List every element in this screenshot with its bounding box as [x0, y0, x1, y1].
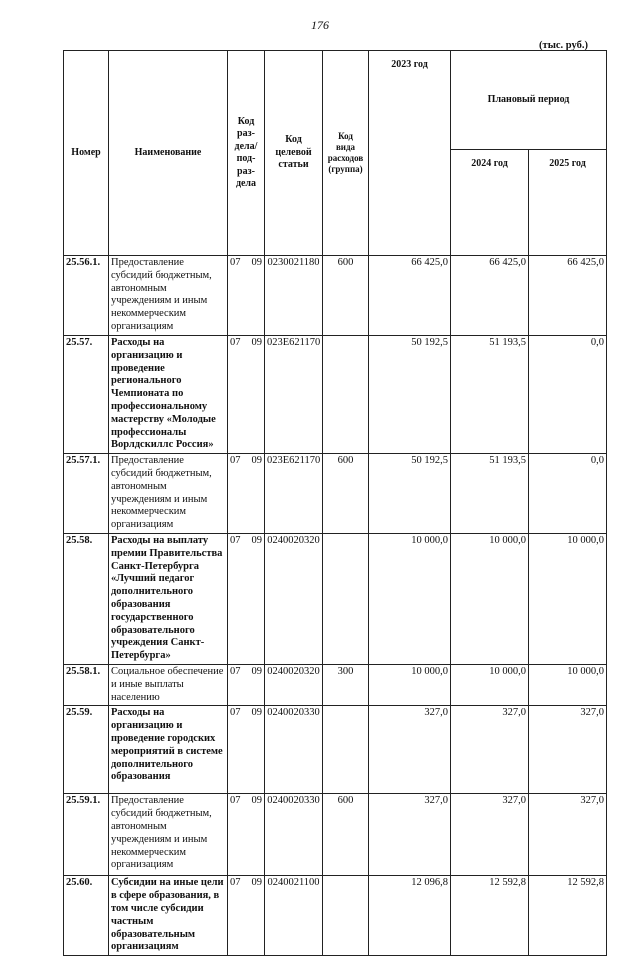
row-target: 0240020330	[265, 706, 323, 794]
row-group	[323, 706, 369, 794]
table-row	[64, 256, 607, 336]
row-target: 023E621170	[265, 454, 323, 534]
row-section	[228, 336, 265, 454]
page-number: 176	[311, 18, 329, 32]
row-subsection-code: 09	[251, 534, 262, 546]
row-2023: 66 425,0	[369, 256, 451, 336]
row-subsection-code: 09	[251, 877, 262, 889]
row-section	[228, 876, 265, 956]
row-section-code: 07	[230, 337, 241, 348]
row-name: Социальное обеспечение и иные выплаты населению	[109, 664, 228, 705]
row-section-code: 07	[230, 877, 241, 889]
row-section-code: 07	[230, 257, 241, 268]
row-subsection-code: 09	[251, 257, 262, 268]
header-section: Код раз- дела/ под- раз- дела	[228, 51, 265, 256]
row-2025: 0,0	[529, 454, 607, 534]
row-number: 25.60.	[64, 876, 109, 956]
row-number: 25.58.1.	[64, 664, 109, 705]
row-2025: 10 000,0	[529, 533, 607, 664]
row-group: 600	[323, 256, 369, 336]
row-group: 600	[323, 454, 369, 534]
row-section	[228, 706, 265, 794]
row-2023: 50 192,5	[369, 336, 451, 454]
row-name: Расходы на организацию и проведение регионального Чемпионата по профессиональному мастерству «Молодые профессионалы Ворлдскиллс Россия»	[109, 336, 228, 454]
row-2023: 327,0	[369, 794, 451, 876]
table-row	[64, 876, 607, 956]
row-target: 023E621170	[265, 336, 323, 454]
row-section	[228, 664, 265, 705]
row-2023: 50 192,5	[369, 454, 451, 534]
row-2024: 12 592,8	[451, 876, 529, 956]
row-target: 0240020330	[265, 794, 323, 876]
row-2024: 327,0	[451, 794, 529, 876]
row-2025: 12 592,8	[529, 876, 607, 956]
header-target: Код целевой статьи	[265, 51, 323, 256]
row-subsection-code: 09	[251, 665, 262, 677]
row-section-code: 07	[230, 534, 241, 546]
row-section-code: 07	[230, 707, 241, 719]
table-row	[64, 706, 607, 794]
header-expense: Код вида расходов (группа)	[323, 51, 369, 256]
row-number: 25.57.	[64, 336, 109, 454]
row-number: 25.57.1.	[64, 454, 109, 534]
row-number: 25.58.	[64, 533, 109, 664]
row-group: 300	[323, 664, 369, 705]
row-section-code: 07	[230, 455, 241, 467]
row-subsection-code: 09	[251, 707, 262, 719]
row-target: 0230021180	[265, 256, 323, 336]
table-row	[64, 533, 607, 664]
header-number: Номер	[64, 51, 109, 256]
row-subsection-code: 09	[251, 337, 262, 348]
row-2024: 10 000,0	[451, 533, 529, 664]
table-row	[64, 454, 607, 534]
row-2023: 327,0	[369, 706, 451, 794]
row-2024: 51 193,5	[451, 336, 529, 454]
row-name: Предоставление субсидий бюджетным, автономным учреждениям и иным некоммерческим организациям	[109, 794, 228, 876]
row-2025: 327,0	[529, 706, 607, 794]
row-target: 0240020320	[265, 664, 323, 705]
row-name: Предоставление субсидий бюджетным, автономным учреждениям и иным некоммерческим организациям	[109, 454, 228, 534]
row-2025: 10 000,0	[529, 664, 607, 705]
header-2025: 2025 год	[529, 150, 607, 256]
budget-table	[63, 50, 607, 956]
row-section-code: 07	[230, 665, 241, 677]
units-label: (тыс. руб.)	[539, 40, 588, 51]
table-row	[64, 794, 607, 876]
row-number: 25.56.1.	[64, 256, 109, 336]
row-2024: 51 193,5	[451, 454, 529, 534]
row-section	[228, 533, 265, 664]
row-name: Предоставление субсидий бюджетным, автономным учреждениям и иным некоммерческим организациям	[109, 256, 228, 336]
row-2024: 327,0	[451, 706, 529, 794]
row-2023: 10 000,0	[369, 533, 451, 664]
row-subsection-code: 09	[251, 795, 262, 807]
row-2025: 327,0	[529, 794, 607, 876]
header-2023: 2023 год	[369, 51, 451, 256]
row-group	[323, 336, 369, 454]
row-section	[228, 454, 265, 534]
header-2024: 2024 год	[451, 150, 529, 256]
row-2023: 10 000,0	[369, 664, 451, 705]
row-number: 25.59.1.	[64, 794, 109, 876]
row-name: Расходы на выплату премии Правительства Санкт-Петербурга «Лучший педагог дополнительного образования государственного образовательного учреждения Санкт-Петербурга»	[109, 533, 228, 664]
row-name: Расходы на организацию и проведение городских мероприятий в системе дополнительного образования	[109, 706, 228, 794]
row-group: 600	[323, 794, 369, 876]
table-row	[64, 336, 607, 454]
header-name: Наименование	[109, 51, 228, 256]
row-target: 0240020320	[265, 533, 323, 664]
row-section	[228, 256, 265, 336]
row-section-code: 07	[230, 795, 241, 807]
row-2025: 0,0	[529, 336, 607, 454]
row-name: Субсидии на иные цели в сфере образования, в том числе субсидии частным образовательным организациям	[109, 876, 228, 956]
row-2025: 66 425,0	[529, 256, 607, 336]
row-2024: 66 425,0	[451, 256, 529, 336]
row-2023: 12 096,8	[369, 876, 451, 956]
header-plan: Плановый период	[451, 51, 607, 150]
row-group	[323, 533, 369, 664]
row-target: 0240021100	[265, 876, 323, 956]
row-group	[323, 876, 369, 956]
row-number: 25.59.	[64, 706, 109, 794]
row-subsection-code: 09	[251, 455, 262, 467]
table-row	[64, 664, 607, 705]
row-2024: 10 000,0	[451, 664, 529, 705]
row-section	[228, 794, 265, 876]
